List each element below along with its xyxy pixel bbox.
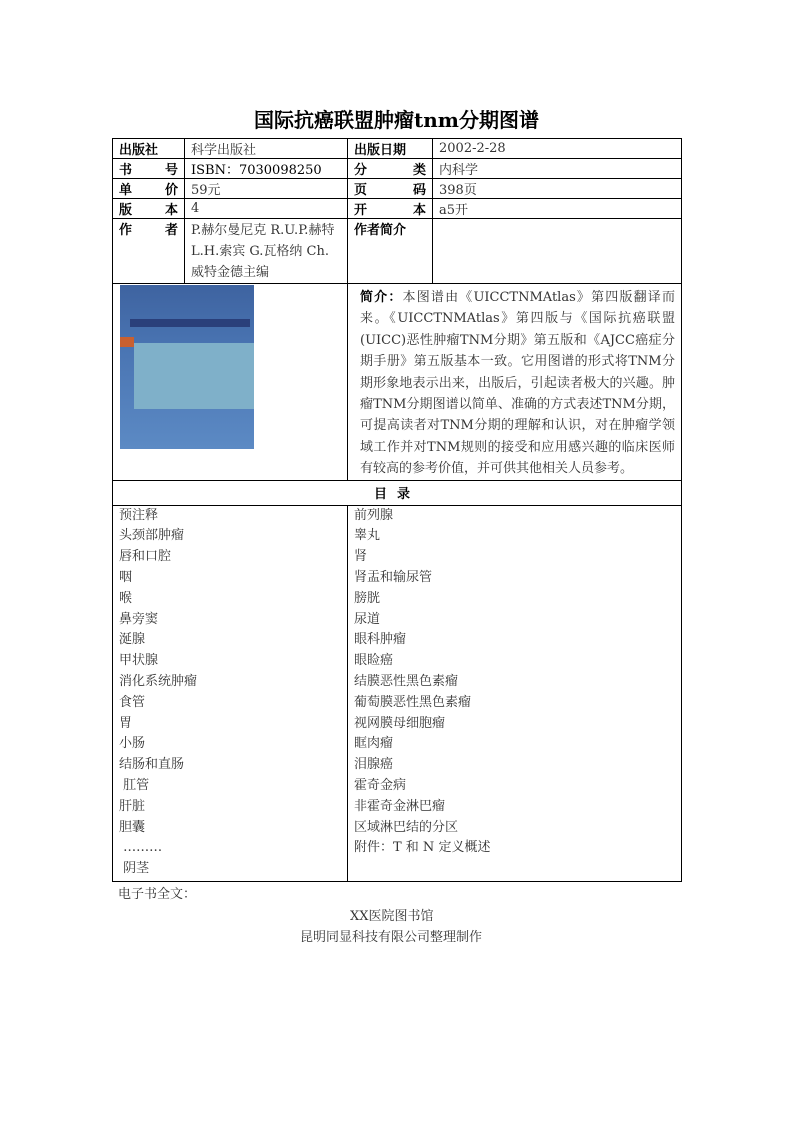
library-name: XX医院图书馆: [350, 909, 434, 924]
toc-item: 食管: [119, 694, 146, 710]
toc-item: 喉: [119, 590, 133, 606]
toc-item: 泪腺癌: [354, 757, 394, 773]
edition-label: 版 本: [113, 199, 185, 219]
toc-item: 眼睑癌: [354, 653, 394, 669]
date-label: 出版日期: [348, 139, 433, 159]
toc-item: 胃: [119, 715, 133, 731]
toc-item: 前列腺: [354, 507, 394, 523]
edition-value: 4: [185, 199, 348, 219]
toc-item: 肾: [354, 549, 368, 565]
toc-item: 眶肉瘤: [354, 736, 394, 752]
price-label: 单 价: [113, 179, 185, 199]
toc-item: 结肠和直肠: [119, 757, 185, 773]
intro-label: 简介：: [360, 290, 403, 305]
page-title: 国际抗癌联盟肿瘤tnm分期图谱: [254, 108, 539, 132]
toc-item: 附件：T 和 N 定义概述: [354, 840, 491, 856]
intro-cell: [348, 284, 682, 481]
author-bio-label: 作者简介: [348, 219, 433, 284]
author-label: 作 者: [113, 219, 185, 284]
author-value: P.赫尔曼尼克 R.U.P.赫特 L.H.索宾 G.瓦格纳 Ch.威特金德主编: [185, 219, 348, 284]
toc-item: 小肠: [119, 736, 146, 752]
isbn-value: ISBN：7030098250: [185, 159, 348, 179]
date-value: 2002-2-28: [433, 139, 682, 159]
toc-item: 膀胱: [354, 590, 381, 606]
toc-item: 葡萄膜恶性黑色素瘤: [354, 694, 472, 710]
toc-item: 咽: [119, 570, 133, 586]
author-bio-value: [433, 219, 682, 284]
toc-item: 肾盂和输尿管: [354, 570, 433, 586]
toc-item: 尿道: [354, 611, 381, 627]
category-value: 内科学: [433, 159, 682, 179]
intro-text: 本图谱由《UICCTNMAtlas》第四版翻译而来。《UICCTNMAtlas》第四版与《国际抗癌联盟(UICC)恶性肿瘤TNM分期》第五版和《AJCC癌症分期手册》第五版基本一致。它用图谱的形式将TNM分期形象地表示出来，出版后，引起读者极大的兴趣。肿瘤TNM分期图谱以简单、准确的方式表述TNM分期，可提高读者对TNM分期的理解和认识，对在肿瘤学领域工作并对TNM规则的接受和应用感兴趣的临床医师有较高的参考价值，并可供其他相关人员参考。: [360, 290, 675, 477]
cover-cell: [113, 284, 348, 481]
toc-item: 阴茎: [119, 861, 150, 877]
toc-right-column: [348, 505, 682, 881]
pages-label: 页 码: [348, 179, 433, 199]
price-value: 59元: [185, 179, 348, 199]
toc-heading: 目录: [113, 480, 682, 505]
format-value: a5开: [433, 199, 682, 219]
category-label: 分 类: [348, 159, 433, 179]
toc-item: 非霍奇金淋巴瘤: [354, 798, 446, 814]
isbn-label: 书 号: [113, 159, 185, 179]
toc-item: 结膜恶性黑色素瘤: [354, 674, 459, 690]
toc-item: 肛管: [119, 778, 150, 794]
toc-item: 视网膜母细胞瘤: [354, 715, 446, 731]
toc-item: 肝脏: [119, 798, 146, 814]
fulltext-label: 电子书全文：: [118, 887, 197, 902]
toc-item: 鼻旁窦: [119, 611, 159, 627]
toc-item: 甲状腺: [119, 653, 159, 669]
format-label: 开 本: [348, 199, 433, 219]
toc-item: 区域淋巴结的分区: [354, 819, 459, 835]
pages-value: 398页: [433, 179, 682, 199]
toc-item: 涎腺: [119, 632, 146, 648]
toc-item: 唇和口腔: [119, 549, 172, 565]
publisher-label: 出版社: [113, 139, 185, 159]
toc-left-column: [113, 505, 348, 881]
toc-item: 睾丸: [354, 528, 381, 544]
toc-item: 预注释: [119, 507, 159, 523]
toc-item: ………: [119, 840, 163, 856]
toc-item: 消化系统肿瘤: [119, 674, 198, 690]
book-info-table: [112, 138, 682, 882]
toc-item: 胆囊: [119, 819, 146, 835]
toc-item: 眼科肿瘤: [354, 632, 407, 648]
book-cover-image: [120, 285, 254, 449]
toc-item: 头颈部肿瘤: [119, 528, 185, 544]
toc-item: 霍奇金病: [354, 778, 407, 794]
publisher-value: 科学出版社: [185, 139, 348, 159]
maker-credit: 昆明同显科技有限公司整理制作: [300, 930, 483, 945]
